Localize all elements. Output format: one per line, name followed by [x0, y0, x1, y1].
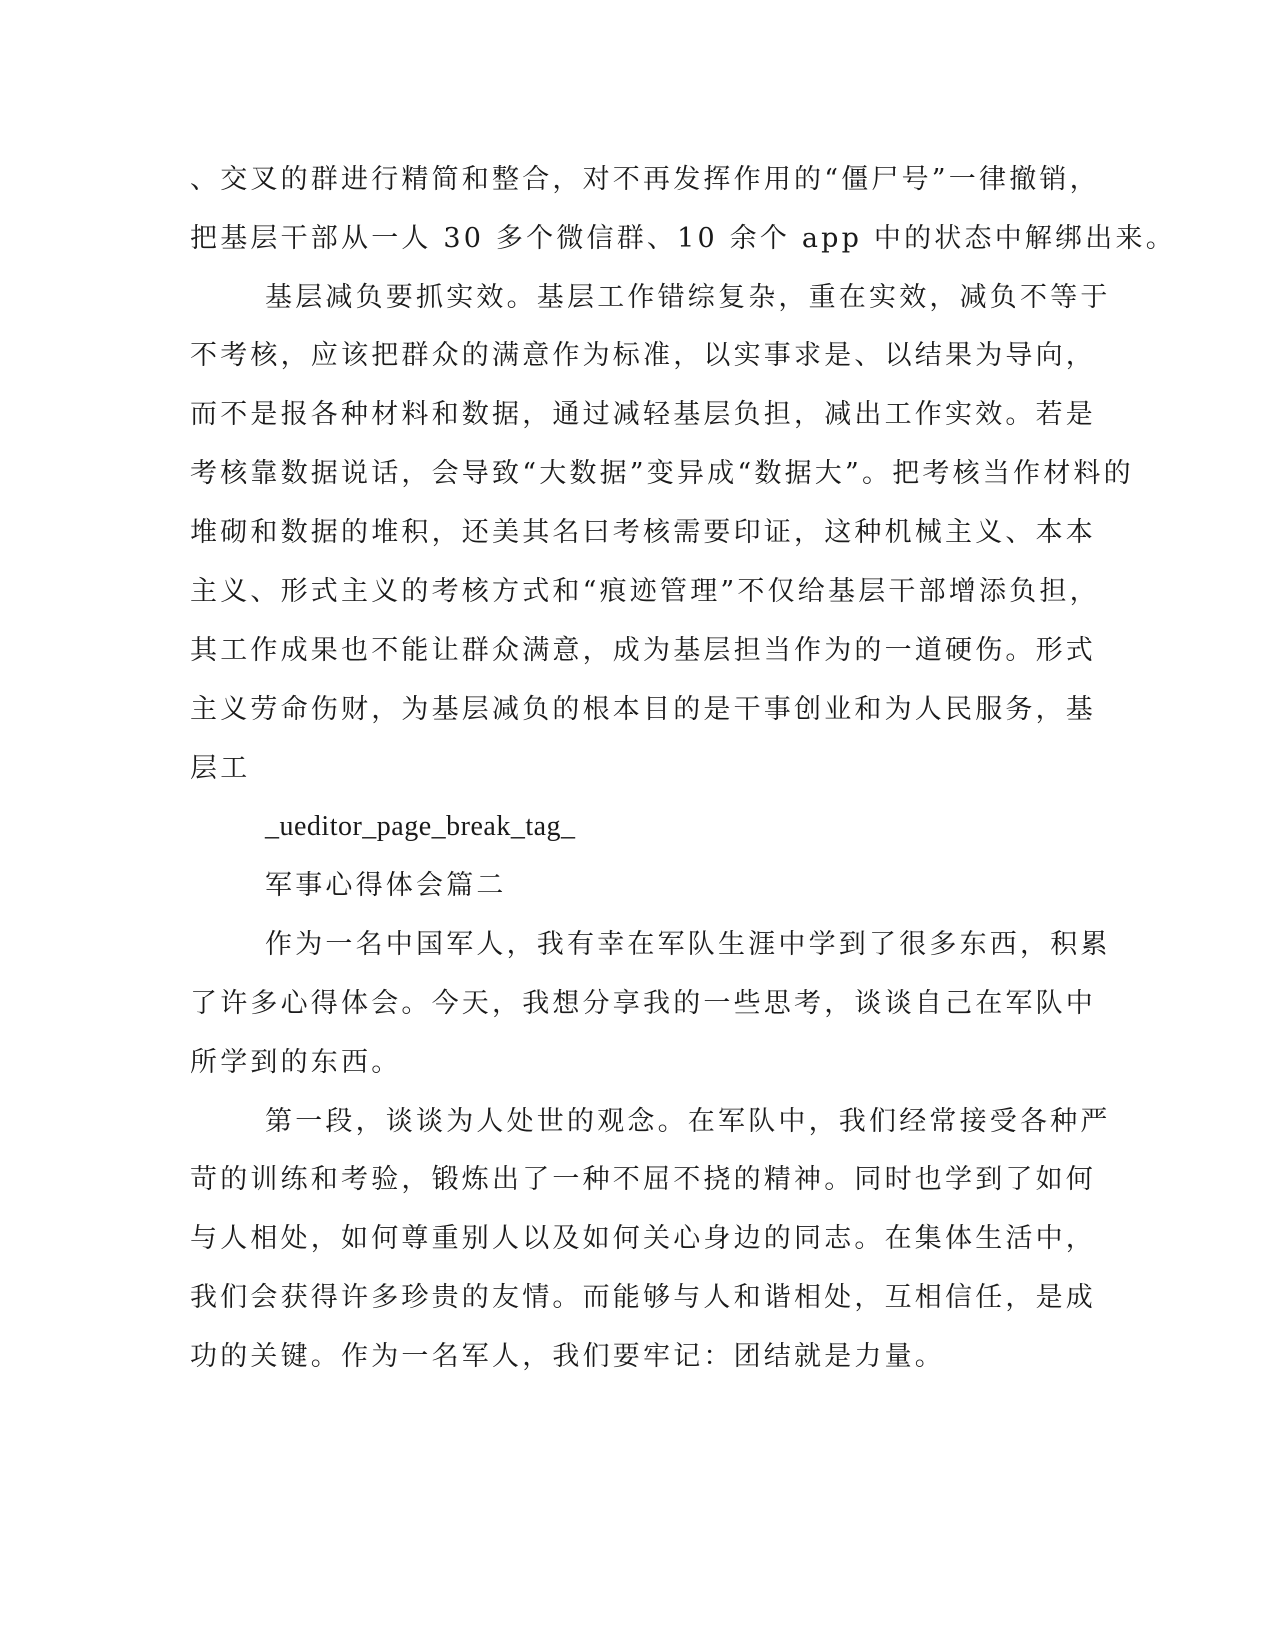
body-line: 主义劳命伤财，为基层减负的根本目的是干事创业和为人民服务，基: [190, 694, 1096, 725]
paragraph-first-line: 基层减负要抓实效。基层工作错综复杂，重在实效，减负不等于: [265, 282, 1111, 313]
body-line: 我们会获得许多珍贵的友情。而能够与人和谐相处，互相信任，是成: [190, 1282, 1096, 1313]
paragraph-first-line: 第一段，谈谈为人处世的观念。在军队中，我们经常接受各种严: [265, 1106, 1111, 1137]
body-line: 其工作成果也不能让群众满意，成为基层担当作为的一道硬伤。形式: [190, 635, 1096, 666]
page-break-tag: _ueditor_page_break_tag_: [265, 811, 576, 842]
body-line: 主义、形式主义的考核方式和“痕迹管理”不仅给基层干部增添负担，: [190, 576, 1100, 607]
body-line: 所学到的东西。: [190, 1047, 402, 1078]
paragraph-first-line: 作为一名中国军人，我有幸在军队生涯中学到了很多东西，积累: [265, 929, 1111, 960]
body-line: 不考核，应该把群众的满意作为标准，以实事求是、以结果为导向，: [190, 340, 1096, 371]
body-line: 功的关键。作为一名军人，我们要牢记：团结就是力量。: [190, 1341, 945, 1372]
body-line: 而不是报各种材料和数据，通过减轻基层负担，减出工作实效。若是: [190, 399, 1096, 430]
body-line: 、交叉的群进行精简和整合，对不再发挥作用的“僵尸号”一律撤销，: [190, 164, 1100, 195]
body-line: 把基层干部从一人 30 多个微信群、10 余个 app 中的状态中解绑出来。: [190, 223, 1176, 254]
section-heading: 军事心得体会篇二: [265, 870, 507, 901]
body-line: 堆砌和数据的堆积，还美其名曰考核需要印证，这种机械主义、本本: [190, 517, 1096, 548]
body-line: 了许多心得体会。今天，我想分享我的一些思考，谈谈自己在军队中: [190, 988, 1096, 1019]
body-line: 层工: [190, 753, 251, 784]
body-line: 考核靠数据说话，会导致“大数据”变异成“数据大”。把考核当作材料的: [190, 458, 1134, 489]
body-line: 苛的训练和考验，锻炼出了一种不屈不挠的精神。同时也学到了如何: [190, 1164, 1096, 1195]
body-line: 与人相处，如何尊重别人以及如何关心身边的同志。在集体生活中，: [190, 1223, 1096, 1254]
